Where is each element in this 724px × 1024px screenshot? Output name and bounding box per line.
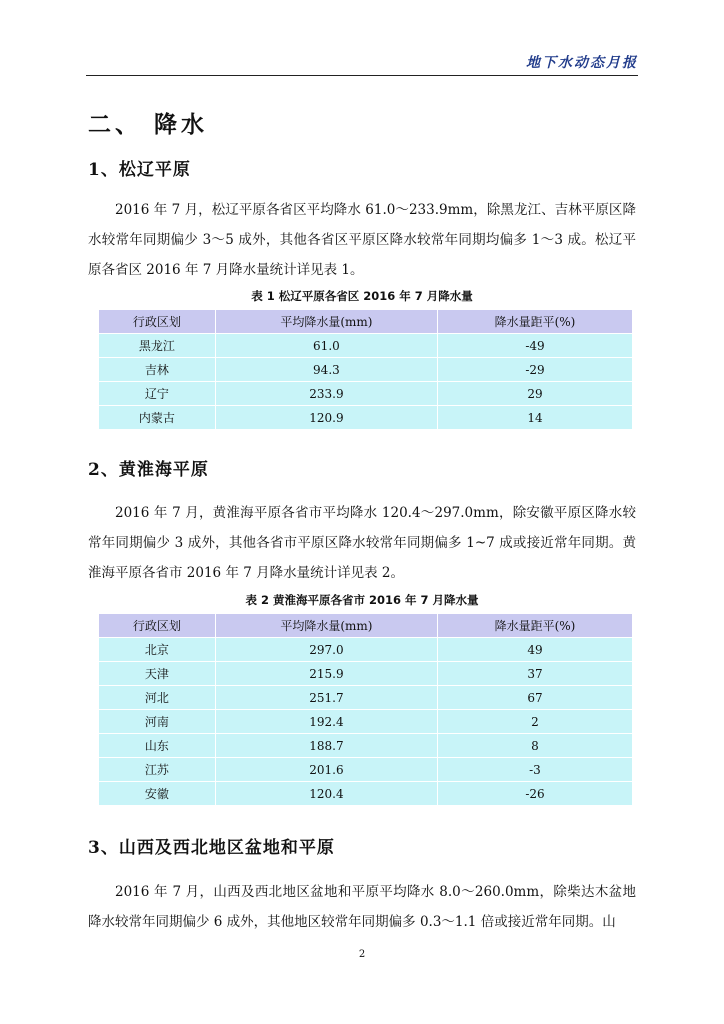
paragraph-1 [88,195,636,285]
table-cell: 251.7 [215,686,437,710]
table-2-caption: 表 2 黄淮海平原各省市 2016 年 7 月降水量 [245,593,479,607]
table-cell: 67 [437,686,632,710]
table-cell: 61.0 [215,334,437,358]
table-row [99,406,633,430]
table-cell: 49 [437,638,632,662]
table-cell: 辽宁 [99,382,216,406]
table-cell: 201.6 [215,758,437,782]
table-cell: 14 [437,406,632,430]
table-cell: 188.7 [215,734,437,758]
table-cell: 2 [437,710,632,734]
table-row [99,710,633,734]
table-row [99,758,633,782]
table-cell: 安徽 [99,782,216,806]
table-cell: 37 [437,662,632,686]
table-2 [98,613,633,806]
table-2-header-cell: 平均降水量(mm) [215,614,437,638]
table-cell: 河北 [99,686,216,710]
table-cell: 山东 [99,734,216,758]
table-cell: 黑龙江 [99,334,216,358]
table-cell: 120.9 [215,406,437,430]
table-cell: 内蒙古 [99,406,216,430]
table-row [99,686,633,710]
table-row [99,382,633,406]
paragraph-2-text: 2016 年 7 月，黄淮海平原各省市平均降水 120.4～297.0mm，除安徽平原区降水较常年同期偏少 3 成外，其他各省市平原区降水较常年同期偏多 1~7 成或接近常年同期。黄淮海平原各省市 2016 年 7 月降水量统计详见表 2。 [88,505,636,581]
table-row [99,734,633,758]
table-cell: 吉林 [99,358,216,382]
subsection-heading-1: 1、松辽平原 [88,160,191,180]
subsection-heading-3: 3、山西及西北地区盆地和平原 [88,838,335,858]
table-cell: 94.3 [215,358,437,382]
table-cell: 天津 [99,662,216,686]
table-cell: 8 [437,734,632,758]
table-2-header-cell: 降水量距平(%) [437,614,632,638]
table-row [99,334,633,358]
paragraph-1-text: 2016 年 7 月，松辽平原各省区平均降水 61.0～233.9mm，除黑龙江、吉林平原区降水较常年同期偏少 3～5 成外，其他各省区平原区降水较常年同期均偏多 1～3 成。松辽平原各省区 2016 年 7 月降水量统计详见表 1。 [88,202,636,278]
table-2-header-cell: 行政区划 [99,614,216,638]
table-cell: -26 [437,782,632,806]
table-cell: 233.9 [215,382,437,406]
table-cell: -3 [437,758,632,782]
table-1-header-cell: 降水量距平(%) [437,310,632,334]
running-header-title: 地下水动态月报 [526,55,638,71]
subsection-heading-2: 2、黄淮海平原 [88,460,209,480]
table-row [99,662,633,686]
table-1 [98,309,633,430]
table-row [99,358,633,382]
table-cell: 215.9 [215,662,437,686]
table-cell: 120.4 [215,782,437,806]
paragraph-3-text: 2016 年 7 月，山西及西北地区盆地和平原平均降水 8.0～260.0mm，除柴达木盆地降水较常年同期偏少 6 成外，其他地区较常年同期偏多 0.3～1.1 倍或接近常年同期。山 [88,884,636,930]
table-1-header-cell: 平均降水量(mm) [215,310,437,334]
section-title: 二、 降水 [88,111,209,138]
paragraph-3 [88,877,636,937]
table-cell: 297.0 [215,638,437,662]
paragraph-2 [88,498,636,588]
table-row [99,638,633,662]
header-rule [86,75,638,76]
table-cell: 192.4 [215,710,437,734]
page-number: 2 [358,949,366,960]
table-cell: -29 [437,358,632,382]
table-cell: 北京 [99,638,216,662]
table-cell: -49 [437,334,632,358]
table-row [99,782,633,806]
table-1-header-cell: 行政区划 [99,310,216,334]
table-cell: 29 [437,382,632,406]
table-cell: 江苏 [99,758,216,782]
table-cell: 河南 [99,710,216,734]
table-1-caption: 表 1 松辽平原各省区 2016 年 7 月降水量 [251,289,473,303]
